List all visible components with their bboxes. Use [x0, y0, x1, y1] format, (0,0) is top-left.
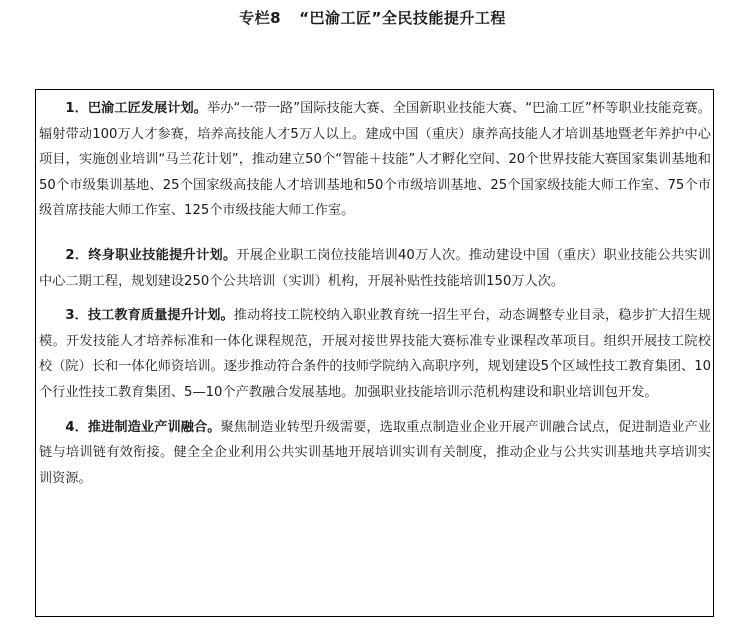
column-title: “巴渝工匠”全民技能提升工程 [299, 9, 506, 27]
item-heading-3: 3．技工教育质量提升计划。 [65, 308, 234, 324]
item-body-4: 聚焦制造业转型升级需要，选取重点制造业企业开展产训融合试点，促进制造业产业链与培训链有效衔接。健全全企业利用公共实训基地开展培训实训有关制度，推动企业与公共实训基地共享培训实训资源。 [39, 419, 711, 486]
column-box [35, 89, 714, 617]
item-heading-1: 1．巴渝工匠发展计划。 [65, 101, 207, 116]
item-paragraph-3 [39, 303, 711, 405]
column-label: 专栏8 [239, 9, 282, 27]
item-heading-2: 2．终身职业技能提升计划。 [65, 247, 237, 263]
item-body-2: 开展企业职工岗位技能培训40万人次。推动建设中国（重庆）职业技能公共实训中心二期工程，规划建设250个公共培训（实训）机构，开展补贴性技能培训150万人次。 [39, 247, 711, 289]
paragraph-gap [39, 224, 711, 243]
item-paragraph-1 [39, 96, 711, 224]
item-heading-4: 4．推进制造业产训融合。 [65, 419, 221, 435]
paragraph-gap [39, 406, 711, 415]
item-paragraph-2 [39, 243, 711, 294]
paragraph-gap [39, 294, 711, 303]
item-body-3: 推动将技工院校纳入职业教育统一招生平台，动态调整专业目录，稳步扩大招生规模。开发技能人才培养标准和一体化课程规范，开展对接世界技能大赛标准专业课程改革项目。组织开展技工院校校（院）长和一体化师资培训。逐步推动符合条件的技师学院纳入高职序列，规划建设5个区域性技工教育集团、10个行业性技工教育集团、5—10个产教融合发展基地。加强职业技能培训示范机构建设和职业培训包开发。 [39, 308, 711, 400]
item-body-1: 举办“一带一路”国际技能大赛、全国新职业技能大赛、“巴渝工匠”杯等职业技能竞赛。辐射带动100万人才参赛，培养高技能人才5万人以上。建成中国（重庆）康养高技能人才培训基地暨老年养护中心项目，实施创业培训“马兰花计划”，推动建立50个“智能＋技能”人才孵化空间、20个世界技能大赛国家集训基地和50个市级集训基地、25个国家级高技能人才培训基地和50个市级培训基地、25个国家级技能大师工作室、75个市级首席技能大师工作室、125个市级技能大师工作室。 [39, 101, 711, 219]
item-paragraph-4 [39, 415, 711, 492]
page-title [0, 6, 745, 30]
